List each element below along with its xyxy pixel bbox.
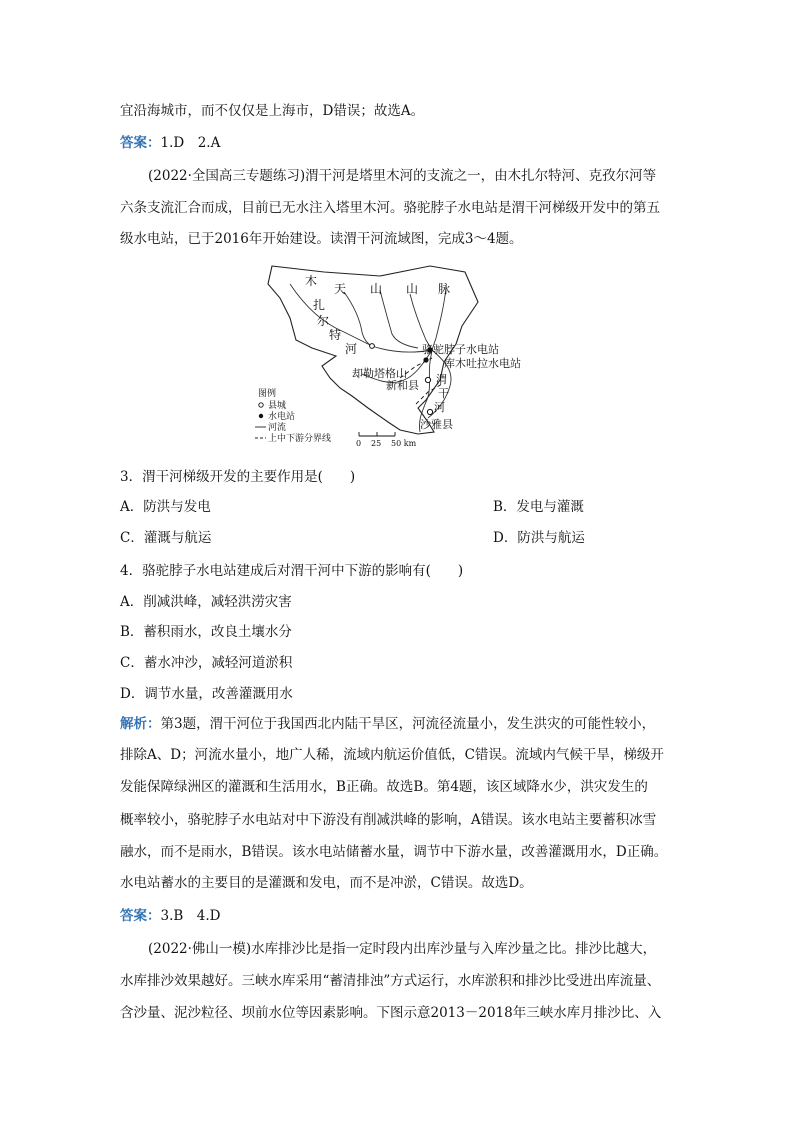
legend-boundary: 上中下游分界线 <box>268 434 332 444</box>
map-legend <box>255 387 331 444</box>
option-3c: C．灌溉与航运 <box>120 530 212 546</box>
explanation-line-6: 水电站蓄水的主要目的是灌溉和发电，而不是冲淤，C错误。故选D。 <box>120 875 533 891</box>
county-small-icon <box>370 344 375 349</box>
question-4-stem: 4．骆驼脖子水电站建成后对渭干河中下游的影响有( ) <box>120 563 464 579</box>
option-3a: A．防洪与发电 <box>120 499 211 515</box>
explanation-line-5: 融水，而不是雨水，B错误。该水电站储蓄水量，调节中下游水量，改善灌溉用水，D正确。 <box>120 844 668 860</box>
legend-station: 水电站 <box>268 412 296 422</box>
question-3-options-cd <box>120 528 660 548</box>
scale-50: 50 km <box>391 439 417 448</box>
weigan-river-basin-map <box>250 262 550 448</box>
label-zha: 扎 <box>313 298 326 312</box>
label-mountain: 却勒塔格山 <box>352 367 407 380</box>
passage2-line-3: 含沙量、泥沙粒径、坝前水位等因素影响。下图示意2013－2018年三峡水库月排沙比、入 <box>120 1005 662 1021</box>
legend-title: 图例 <box>258 389 277 399</box>
passage-line-1: (2022·全国高三专题练习)渭干河是塔里木河的支流之一，由木扎尔特河、克孜尔河等 <box>148 168 657 184</box>
option-3d: D．防洪与航运 <box>493 530 585 546</box>
question-3-stem: 3．渭干河梯级开发的主要作用是( ) <box>120 469 356 485</box>
explanation-line-2: 排除A、D；河流水量小，地广人稀，流域内航运价值低，C错误。流域内气候干旱，梯级开 <box>120 747 664 763</box>
label-shan: 山 <box>370 282 383 296</box>
label-mai: 脉 <box>438 282 451 296</box>
explanation-label: 解析： <box>120 716 161 732</box>
label-he: 河 <box>345 342 358 356</box>
answer-value-2: 3.B 4.D <box>160 908 221 924</box>
label-shan2: 山 <box>406 282 419 296</box>
label-wei: 渭 <box>436 373 447 386</box>
line-1: 宜沿海城市，而不仅仅是上海市，D错误；故选A。 <box>120 103 425 119</box>
passage-line-3: 级水电站，已于2016年开始建设。读渭干河流域图，完成3～4题。 <box>120 231 523 247</box>
scale-bar <box>356 432 417 448</box>
explanation-line-4: 概率较小，骆驼脖子水电站对中下游没有削减洪峰的影响，A错误。该水电站主要蓄积冰雪 <box>120 812 657 828</box>
label-county1: 新和县 <box>386 379 419 392</box>
answer-value: 1.D 2.A <box>160 135 221 151</box>
option-4c: C．蓄水冲沙，减轻河道淤积 <box>120 655 293 671</box>
legend-county-icon <box>259 403 263 407</box>
option-3b: B．发电与灌溉 <box>493 499 584 515</box>
county-shaya-icon <box>427 409 432 414</box>
label-he2: 河 <box>434 401 445 414</box>
county-xinhe-icon <box>425 377 430 382</box>
station-kumutula-icon <box>423 357 428 362</box>
label-tian: 天 <box>334 282 347 296</box>
answer-line-1 <box>120 133 220 153</box>
passage2-line-1: (2022·佛山一模)水库排沙比是指一定时段内出库沙量与入库沙量之比。排沙比越大， <box>148 941 657 957</box>
label-county2: 沙雅县 <box>420 418 453 431</box>
explanation-line-1: 解析：第3题，渭干河位于我国西北内陆干旱区，河流径流量小，发生洪灾的可能性较小， <box>120 716 656 732</box>
answer-label-2: 答案： <box>120 908 161 924</box>
option-4a: A．削减洪峰，减轻洪涝灾害 <box>120 594 292 610</box>
label-er: 尔 <box>317 314 330 328</box>
label-station2: 库木吐拉水电站 <box>444 357 521 370</box>
option-4d: D．调节水量，改善灌溉用水 <box>120 686 293 702</box>
legend-county: 县城 <box>268 401 287 411</box>
scale-25: 25 <box>371 439 382 448</box>
river-4 <box>410 294 432 350</box>
option-4b: B．蓄积雨水，改良土壤水分 <box>120 624 292 640</box>
question-3-options-ab <box>120 497 660 517</box>
passage2-line-2: 水库排沙效果越好。三峡水库采用“蓄清排浊”方式运行，水库淤积和排沙比受进出库流量、 <box>120 973 661 989</box>
answer-line-2 <box>120 906 221 926</box>
legend-station-icon <box>259 414 263 418</box>
answer-label: 答案： <box>120 135 161 151</box>
legend-river: 河流 <box>268 423 287 433</box>
river-2 <box>344 292 372 346</box>
label-mu: 木 <box>305 274 318 288</box>
passage-line-2: 六条支流汇合而成，目前已无水注入塔里木河。骆驼脖子水电站是渭干河梯级开发中的第五 <box>120 200 660 216</box>
label-station1: 骆驼脖子水电站 <box>422 343 499 356</box>
scale-0: 0 <box>356 439 362 448</box>
river-5 <box>432 288 446 350</box>
river-3 <box>380 290 418 348</box>
explanation-line-3: 发能保障绿洲区的灌溉和生活用水，B正确。故选B。第4题，该区域降水少，洪灾发生的 <box>120 779 648 795</box>
label-gan: 干 <box>438 387 449 400</box>
label-te: 特 <box>329 328 342 342</box>
